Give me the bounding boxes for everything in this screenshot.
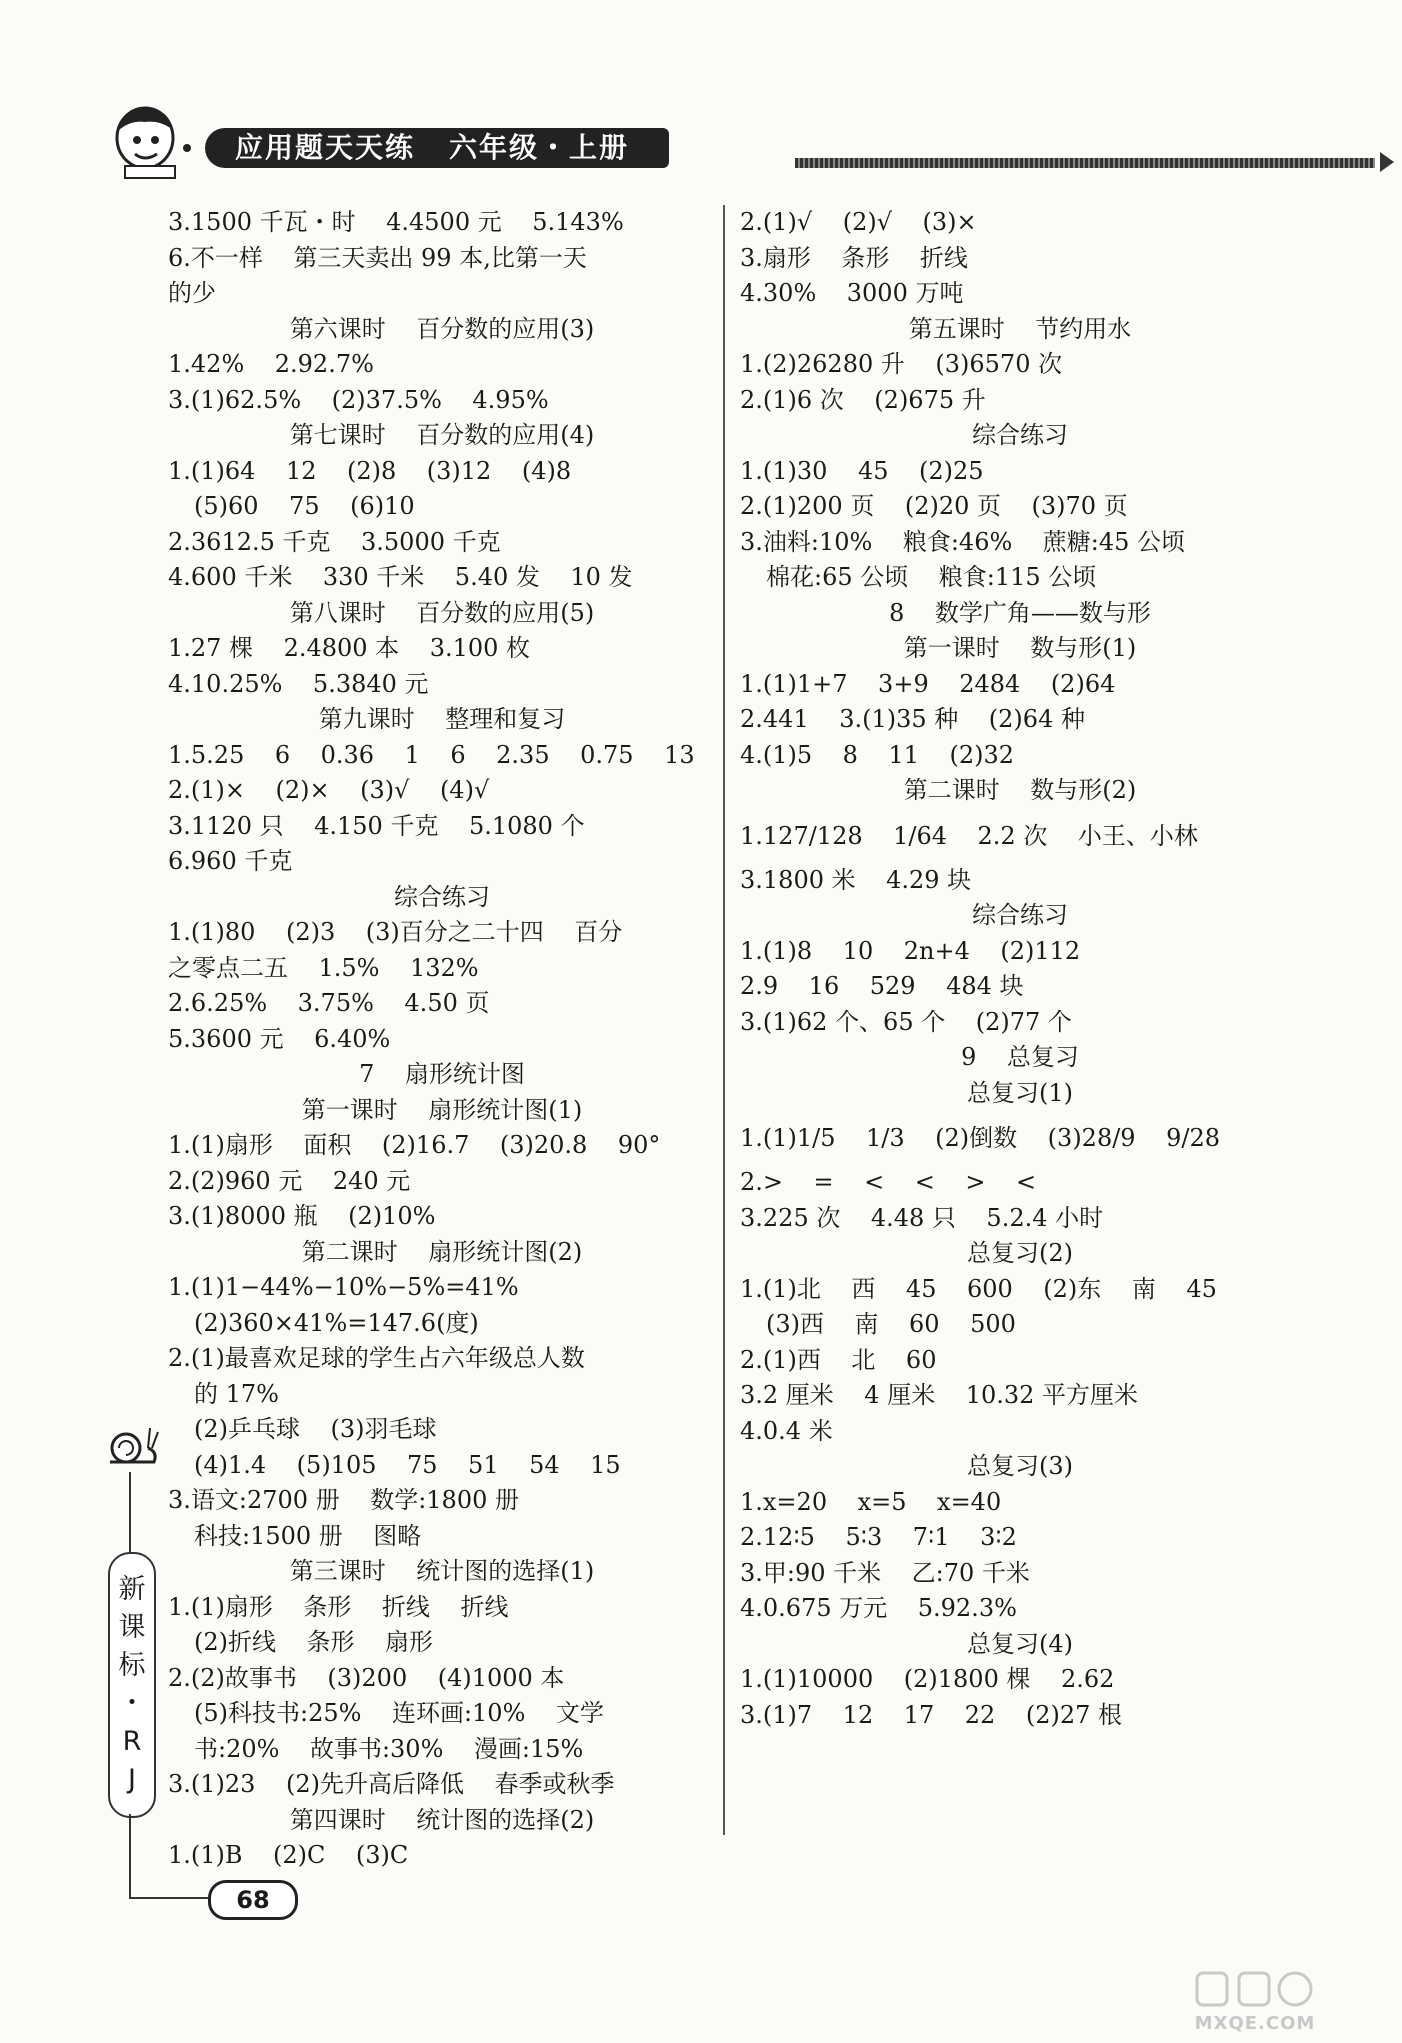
answer-line: 2.9 16 529 484 块 bbox=[740, 972, 1024, 1000]
answer-line: 科技:1500 册 图略 bbox=[194, 1521, 422, 1550]
answer-line: (5)60 75 (6)10 bbox=[194, 492, 415, 520]
answer-line: 1.(1)北 西 45 600 (2)东 南 45 bbox=[740, 1274, 1217, 1303]
header-rule bbox=[795, 158, 1375, 168]
answer-line: 3.1120 只 4.150 千克 5.1080 个 bbox=[168, 811, 585, 840]
answer-line: 4.0.675 万元 5.92.3% bbox=[740, 1594, 1017, 1622]
answer-line: 书:20% 故事书:30% 漫画:15% bbox=[194, 1734, 584, 1763]
answer-line: 6.不一样 第三天卖出 99 本,比第一天 bbox=[168, 243, 587, 272]
answer-line: 1.(1)扇形 面积 (2)16.7 (3)20.8 90° bbox=[168, 1131, 661, 1159]
section-heading: 总复习(1) bbox=[967, 1078, 1073, 1107]
side-tab-char: J bbox=[128, 1764, 136, 1795]
answer-line: 5.3600 元 6.40% bbox=[168, 1024, 391, 1053]
section-heading: 第二课时 数与形(2) bbox=[903, 776, 1137, 804]
answer-line: 2.(1)200 页 (2)20 页 (3)70 页 bbox=[740, 492, 1128, 520]
answer-line: 1.5.25 6 0.36 1 6 2.35 0.75 13 bbox=[168, 740, 695, 769]
answer-line: 3.语文:2700 册 数学:1800 册 bbox=[168, 1486, 519, 1514]
page-number: 68 bbox=[208, 1880, 298, 1920]
answer-line: 1.(1)B (2)C (3)C bbox=[168, 1841, 409, 1869]
arrow-icon bbox=[1380, 152, 1394, 172]
answer-line: 2.(2)故事书 (3)200 (4)1000 本 bbox=[168, 1663, 565, 1692]
answer-line: 棉花:65 公顷 粮食:115 公顷 bbox=[766, 563, 1097, 591]
answer-line: 1.42% 2.92.7% bbox=[168, 350, 374, 378]
answer-line: 4.0.4 米 bbox=[740, 1416, 833, 1445]
answer-line: 1.(2)26280 升 (3)6570 次 bbox=[740, 350, 1063, 378]
answer-line: 2.(1)√ (2)√ (3)× bbox=[740, 208, 977, 236]
grade-label: 六年级・上册 bbox=[449, 131, 630, 164]
answer-line: 1.(1)8 10 2n+4 (2)112 bbox=[740, 936, 1081, 965]
answer-line: 3.甲:90 千米 乙:70 千米 bbox=[740, 1558, 1030, 1587]
watermark bbox=[1130, 1969, 1380, 2034]
page-header bbox=[105, 100, 1305, 180]
answer-line: 1.(1)30 45 (2)25 bbox=[740, 456, 984, 485]
header-banner bbox=[205, 128, 669, 168]
watermark-url: MXQE.COM bbox=[1194, 2013, 1316, 2034]
answer-line: 2.12∶5 5∶3 7∶1 3∶2 bbox=[740, 1523, 1017, 1551]
side-tab-char: 新 bbox=[118, 1574, 146, 1605]
section-heading: 第六课时 百分数的应用(3) bbox=[289, 314, 595, 343]
answer-line: 1.(1)扇形 条形 折线 折线 bbox=[168, 1592, 509, 1621]
answer-line: 1.127/128 1/64 2.2 次 小王、小林 bbox=[740, 821, 1198, 850]
answer-line: 2.(1)× (2)× (3)√ (4)√ bbox=[168, 776, 490, 804]
answer-line: 1.(1)1/5 1/3 (2)倒数 (3)28/9 9/28 bbox=[740, 1124, 1220, 1152]
section-heading: 第三课时 统计图的选择(1) bbox=[289, 1557, 595, 1585]
answer-line: 2.(2)960 元 240 元 bbox=[168, 1166, 411, 1195]
section-heading: 总复习(3) bbox=[967, 1452, 1073, 1480]
answer-line: 的 17% bbox=[194, 1379, 279, 1408]
answer-line: 4.10.25% 5.3840 元 bbox=[168, 669, 429, 698]
answer-line: (2)乒乓球 (3)羽毛球 bbox=[194, 1415, 437, 1443]
answer-line: 6.960 千克 bbox=[168, 847, 293, 875]
answer-line: 2.(1)6 次 (2)675 升 bbox=[740, 385, 986, 414]
answer-line: 3.(1)62.5% (2)37.5% 4.95% bbox=[168, 385, 549, 414]
answer-line: 3.油料:10% 粮食:46% 蔗糖:45 公顷 bbox=[740, 527, 1186, 556]
section-heading: 总复习(2) bbox=[967, 1239, 1073, 1267]
answer-line: 3.(1)62 个、65 个 (2)77 个 bbox=[740, 1007, 1072, 1036]
answer-line: 1.(1)64 12 (2)8 (3)12 (4)8 bbox=[168, 456, 572, 485]
answer-line: 1.(1)1−44%−10%−5%=41% bbox=[168, 1273, 519, 1301]
section-heading: 第四课时 统计图的选择(2) bbox=[289, 1805, 595, 1834]
section-heading: 综合练习 bbox=[972, 901, 1068, 929]
snail-icon bbox=[104, 1418, 160, 1472]
answer-line: 3.扇形 条形 折线 bbox=[740, 243, 968, 272]
column-divider bbox=[723, 205, 725, 1835]
section-heading: 第二课时 扇形统计图(2) bbox=[301, 1237, 583, 1266]
answer-line: 2.3612.5 千克 3.5000 千克 bbox=[168, 527, 501, 556]
answer-line: 1.(1)10000 (2)1800 棵 2.62 bbox=[740, 1665, 1115, 1693]
answer-line: (4)1.4 (5)105 75 51 54 15 bbox=[194, 1450, 621, 1479]
section-heading: 第八课时 百分数的应用(5) bbox=[289, 598, 595, 627]
answer-line: 2.> = < < > < bbox=[740, 1168, 1037, 1196]
section-heading: 综合练习 bbox=[972, 421, 1068, 449]
answer-line: (3)西 南 60 500 bbox=[766, 1310, 1016, 1338]
answer-line: 3.1500 千瓦・时 4.4500 元 5.143% bbox=[168, 208, 624, 236]
answer-column-right bbox=[740, 205, 1300, 1733]
side-rule-bottom bbox=[129, 1814, 131, 1898]
section-heading: 9 总复习 bbox=[961, 1043, 1079, 1071]
answer-column-left bbox=[168, 205, 716, 1874]
answer-line: 3.2 厘米 4 厘米 10.32 平方厘米 bbox=[740, 1381, 1139, 1409]
curriculum-tab bbox=[108, 1552, 156, 1818]
section-heading: 第一课时 数与形(1) bbox=[903, 634, 1137, 662]
side-tab-char: 标 bbox=[118, 1650, 146, 1681]
section-heading: 8 数学广角——数与形 bbox=[889, 598, 1151, 627]
answer-line: 3.(1)23 (2)先升高后降低 春季或秋季 bbox=[168, 1770, 615, 1798]
answer-line: 2.441 3.(1)35 种 (2)64 种 bbox=[740, 705, 1085, 733]
answer-line: 4.600 千米 330 千米 5.40 发 10 发 bbox=[168, 563, 633, 591]
answer-line: 3.(1)7 12 17 22 (2)27 根 bbox=[740, 1700, 1123, 1729]
answer-line: 的少 bbox=[168, 279, 216, 307]
section-heading: 7 扇形统计图 bbox=[359, 1060, 525, 1088]
answer-line: 1.(1)80 (2)3 (3)百分之二十四 百分 bbox=[168, 918, 623, 946]
section-heading: 第五课时 节约用水 bbox=[908, 314, 1132, 343]
answer-line: 1.(1)1+7 3+9 2484 (2)64 bbox=[740, 669, 1116, 698]
watermark-logo-icon bbox=[1195, 1969, 1315, 2009]
side-tab-char: R bbox=[122, 1726, 142, 1757]
book-title: 应用题天天练 bbox=[235, 131, 416, 164]
answer-line: 2.(1)西 北 60 bbox=[740, 1345, 937, 1374]
answer-line: 1.27 棵 2.4800 本 3.100 枚 bbox=[168, 634, 531, 662]
side-tab-char: ・ bbox=[118, 1688, 146, 1719]
answer-line: 3.225 次 4.48 只 5.2.4 小时 bbox=[740, 1203, 1104, 1232]
answer-line: (2)折线 条形 扇形 bbox=[194, 1628, 434, 1656]
section-heading: 第九课时 整理和复习 bbox=[318, 705, 566, 733]
answer-line: 3.1800 米 4.29 块 bbox=[740, 865, 972, 894]
answer-line: (5)科技书:25% 连环画:10% 文学 bbox=[194, 1699, 604, 1727]
answer-line: 2.(1)最喜欢足球的学生占六年级总人数 bbox=[168, 1344, 585, 1372]
answer-line: 2.6.25% 3.75% 4.50 页 bbox=[168, 989, 490, 1017]
section-heading: 第一课时 扇形统计图(1) bbox=[301, 1095, 583, 1124]
answer-line: 4.30% 3000 万吨 bbox=[740, 279, 964, 307]
section-heading: 总复习(4) bbox=[967, 1629, 1073, 1658]
section-heading: 综合练习 bbox=[394, 882, 490, 911]
page-number-rule bbox=[129, 1897, 209, 1899]
side-tab-char: 课 bbox=[118, 1612, 146, 1643]
answer-line: 1.x=20 x=5 x=40 bbox=[740, 1487, 1002, 1516]
answer-line: (2)360×41%=147.6(度) bbox=[194, 1308, 479, 1337]
answer-line: 4.(1)5 8 11 (2)32 bbox=[740, 740, 1015, 769]
answer-line: 之零点二五 1.5% 132% bbox=[168, 953, 479, 982]
section-heading: 第七课时 百分数的应用(4) bbox=[289, 421, 595, 449]
student-mascot-icon bbox=[105, 100, 195, 180]
side-rule-top bbox=[129, 1472, 131, 1552]
answer-line: 3.(1)8000 瓶 (2)10% bbox=[168, 1202, 436, 1230]
